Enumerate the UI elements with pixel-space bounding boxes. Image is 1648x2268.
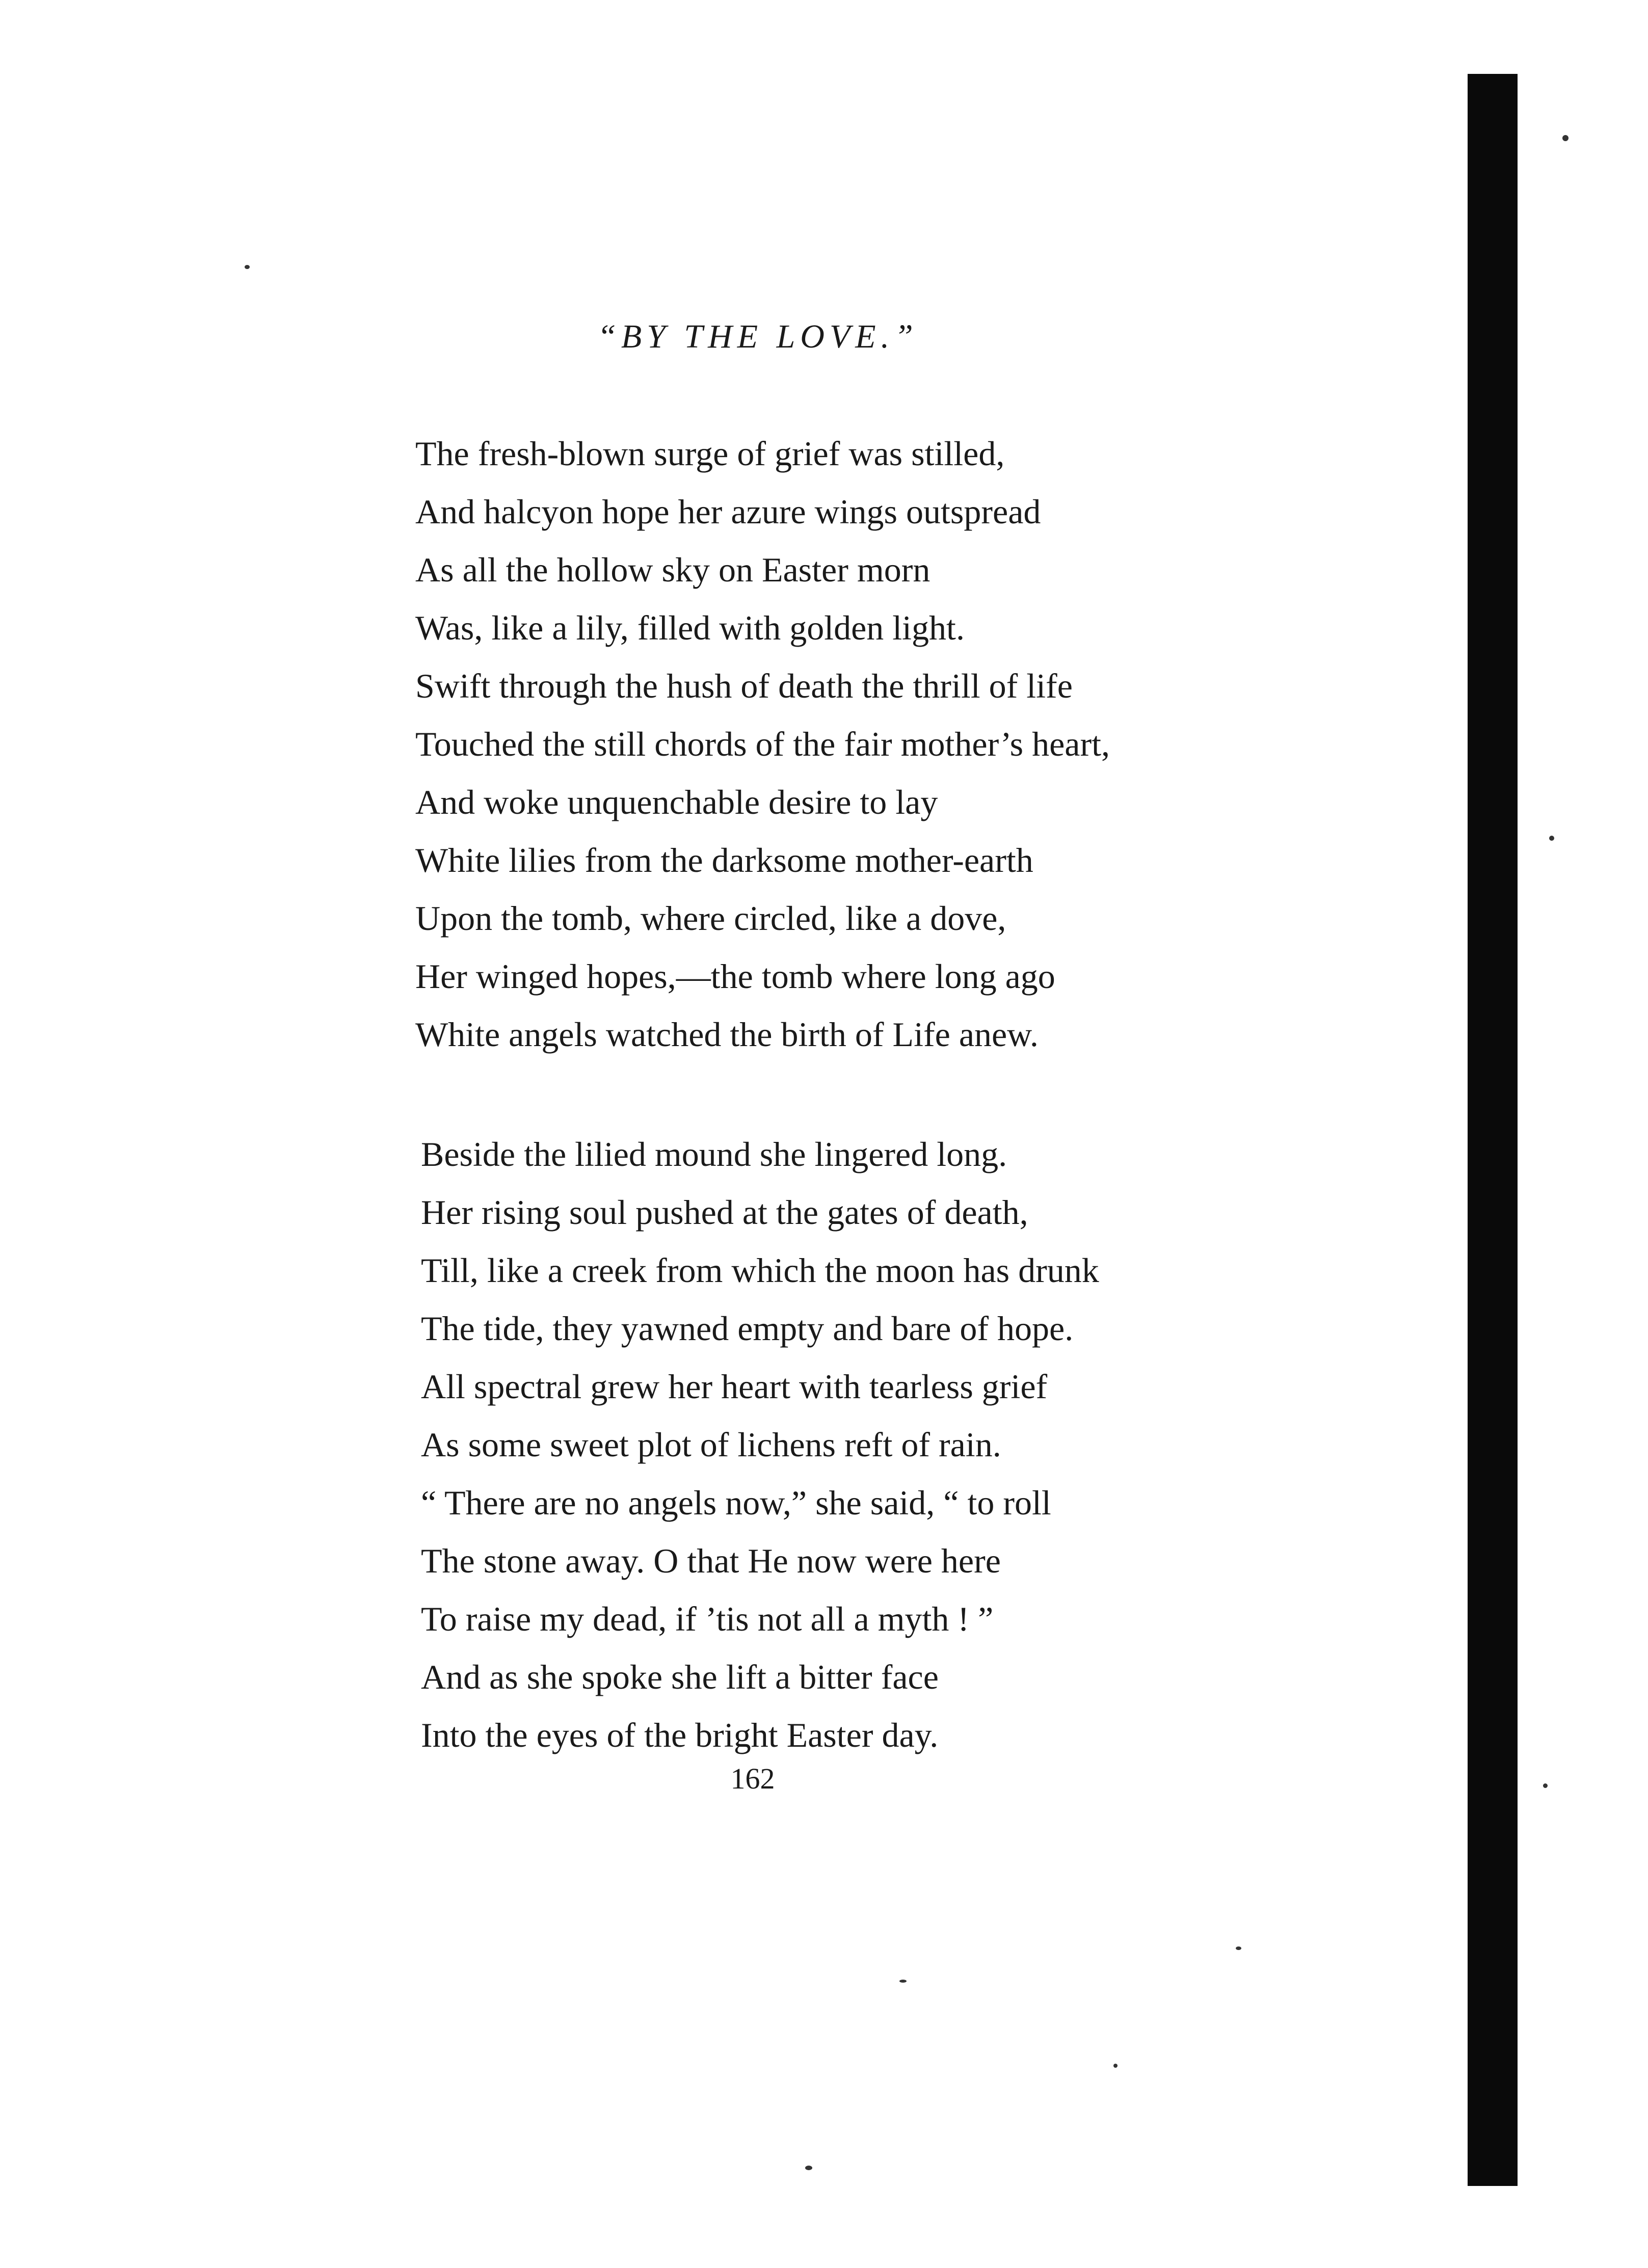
scan-speck <box>899 1980 907 1983</box>
poem-line: To raise my dead, if ’tis not all a myth ! ” <box>421 1599 994 1638</box>
stanza-2 <box>421 1125 1099 1764</box>
scan-speck <box>1113 2064 1118 2068</box>
poem-title: “BY THE LOVE.” <box>597 318 918 355</box>
scan-speck <box>1562 135 1569 141</box>
poem-line: And woke unquenchable desire to lay <box>415 783 938 821</box>
poem-line: Into the eyes of the bright Easter day. <box>421 1716 939 1754</box>
scan-edge-shadow <box>1468 74 1518 2186</box>
poem-line: White lilies from the darksome mother-earth <box>415 841 1033 879</box>
poem-line: Till, like a creek from which the moon has drunk <box>421 1251 1099 1290</box>
poem-line: The tide, they yawned empty and bare of hope. <box>421 1309 1074 1348</box>
poem-line: “ There are no angels now,” she said, “ to roll <box>421 1483 1051 1522</box>
poem-line: The stone away. O that He now were here <box>421 1541 1001 1580</box>
poem-line: Beside the lilied mound she lingered long. <box>421 1135 1007 1173</box>
poem-line: As some sweet plot of lichens reft of rain. <box>421 1425 1001 1464</box>
scan-speck <box>245 265 250 269</box>
poem-line: As all the hollow sky on Easter morn <box>415 550 931 589</box>
scan-speck <box>1549 836 1554 841</box>
stanza-1 <box>415 424 1110 1063</box>
scan-speck <box>1236 1946 1241 1950</box>
scan-speck <box>805 2166 812 2170</box>
poem-line: Touched the still chords of the fair mother’s heart, <box>415 725 1110 763</box>
poem-line: The fresh-blown surge of grief was stilled, <box>415 434 1005 473</box>
poem-line: Upon the tomb, where circled, like a dove, <box>415 899 1006 938</box>
page-number: 162 <box>730 1762 775 1795</box>
scan-speck <box>1543 1783 1548 1788</box>
poem-line: Her rising soul pushed at the gates of death, <box>421 1193 1028 1232</box>
poem-line: All spectral grew her heart with tearless grief <box>421 1367 1048 1406</box>
poem-line: Her winged hopes,—the tomb where long ago <box>415 957 1055 996</box>
poem-line: Swift through the hush of death the thrill of life <box>415 666 1073 705</box>
poem-line: And halcyon hope her azure wings outspread <box>415 492 1041 531</box>
poem-line: And as she spoke she lift a bitter face <box>421 1658 939 1696</box>
poem-line: Was, like a lily, filled with golden light. <box>415 608 965 647</box>
poem-line: White angels watched the birth of Life anew. <box>415 1015 1039 1054</box>
